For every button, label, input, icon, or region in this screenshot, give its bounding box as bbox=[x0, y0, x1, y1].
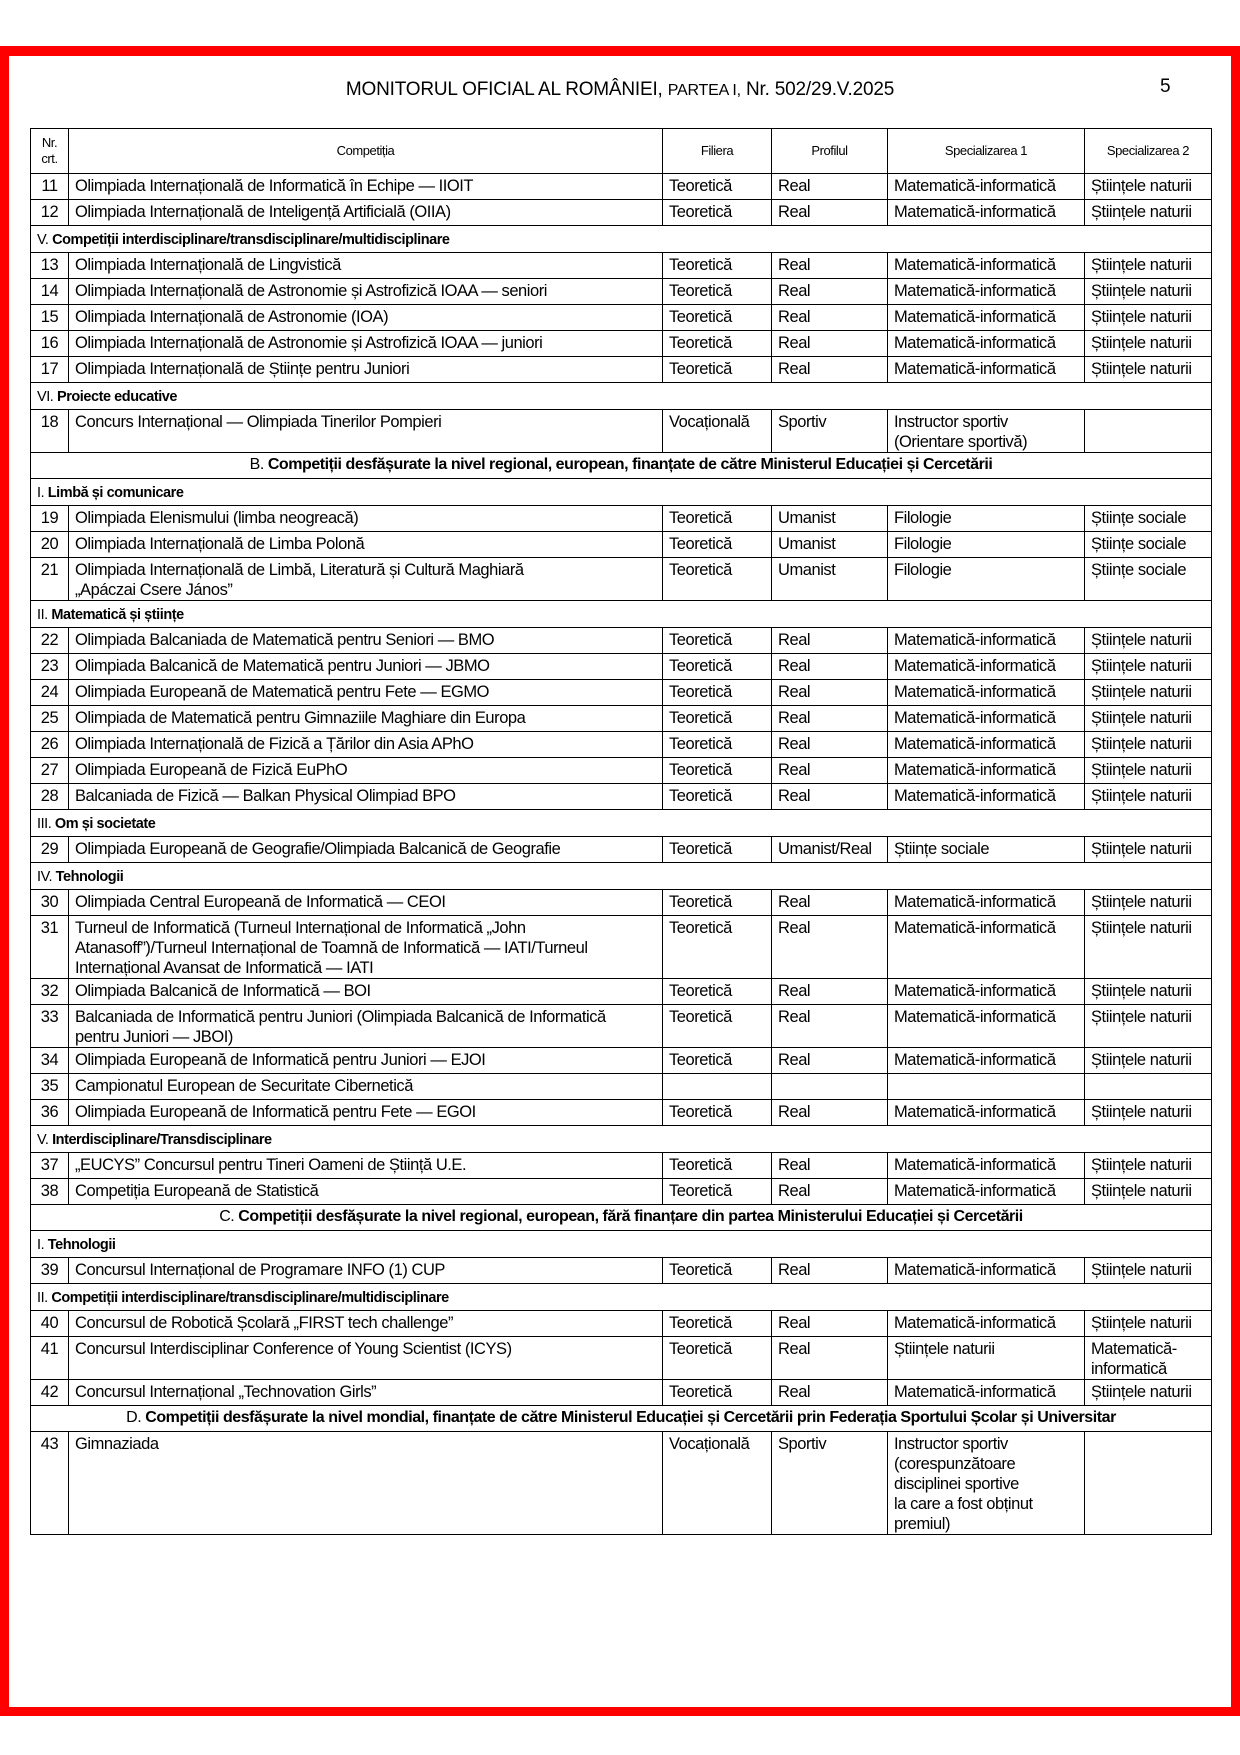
heading-cell bbox=[31, 1205, 1212, 1231]
table-row bbox=[31, 732, 1212, 758]
cell-nr: 33 bbox=[31, 1005, 69, 1048]
heading-prefix: III. bbox=[37, 816, 52, 832]
cell-filiera: Teoretică bbox=[663, 654, 772, 680]
cell-filiera: Teoretică bbox=[663, 532, 772, 558]
cell-nr: 42 bbox=[31, 1380, 69, 1406]
cell-specializare-1: Filologie bbox=[888, 532, 1085, 558]
cell-specializare-2: Științele naturii bbox=[1085, 357, 1212, 383]
cell-specializare-2: Științele naturii bbox=[1085, 732, 1212, 758]
cell-competition: Olimpiada Internațională de Astronomie (IOA) bbox=[69, 305, 663, 331]
cell-profil: Real bbox=[772, 305, 888, 331]
cell-competition: Olimpiada Europeană de Matematică pentru Fete — EGMO bbox=[69, 680, 663, 706]
header-number: Nr. 502/29.V.2025 bbox=[746, 79, 895, 100]
table-row bbox=[31, 654, 1212, 680]
table-row bbox=[31, 1432, 1212, 1535]
section-heading-row bbox=[31, 479, 1212, 506]
cell-competition: Olimpiada Europeană de Informatică pentru Fete — EGOI bbox=[69, 1100, 663, 1126]
cell-filiera: Teoretică bbox=[663, 680, 772, 706]
cell-specializare-1: Matematică-informatică bbox=[888, 253, 1085, 279]
cell-filiera bbox=[663, 1074, 772, 1100]
cell-specializare-1 bbox=[888, 1074, 1085, 1100]
cell-filiera: Teoretică bbox=[663, 784, 772, 810]
cell-competition: Olimpiada Internațională de Lingvistică bbox=[69, 253, 663, 279]
table-row bbox=[31, 331, 1212, 357]
heading-title: Competiții desfășurate la nivel mondial, finanțate de către Ministerul Educației și Cercetării prin Federația Sportului Școlar și Universitar bbox=[145, 1409, 1116, 1426]
heading-title: Competiții desfășurate la nivel regional, european, finanțate de către Ministerul Educației și Cercetării bbox=[267, 456, 993, 473]
cell-specializare-2: Științe sociale bbox=[1085, 506, 1212, 532]
cell-specializare-2: Științele naturii bbox=[1085, 331, 1212, 357]
cell-profil: Real bbox=[772, 758, 888, 784]
cell-competition: Balcaniada de Informatică pentru Juniori (Olimpiada Balcanică de Informatică pentru Juniori — JBOI) bbox=[69, 1005, 663, 1048]
cell-profil: Real bbox=[772, 916, 888, 979]
cell-filiera: Teoretică bbox=[663, 1153, 772, 1179]
cell-filiera: Teoretică bbox=[663, 331, 772, 357]
column-header-competition: Competiția bbox=[69, 129, 663, 174]
cell-profil: Real bbox=[772, 253, 888, 279]
cell-specializare-2: Științele naturii bbox=[1085, 837, 1212, 863]
cell-specializare-2: Științele naturii bbox=[1085, 890, 1212, 916]
heading-prefix: II. bbox=[37, 1290, 48, 1306]
cell-competition: Olimpiada Balcanică de Matematică pentru Juniori — JBMO bbox=[69, 654, 663, 680]
heading-prefix: IV. bbox=[37, 869, 53, 885]
column-header-nr: Nr. crt. bbox=[31, 129, 69, 174]
heading-cell bbox=[31, 1231, 1212, 1258]
cell-filiera: Teoretică bbox=[663, 628, 772, 654]
cell-filiera: Teoretică bbox=[663, 979, 772, 1005]
cell-competition: Competiția Europeană de Statistică bbox=[69, 1179, 663, 1205]
cell-profil: Real bbox=[772, 1258, 888, 1284]
cell-filiera: Teoretică bbox=[663, 253, 772, 279]
header-title: MONITORUL OFICIAL AL ROMÂNIEI, bbox=[345, 79, 663, 100]
cell-competition: Olimpiada Internațională de Informatică în Echipe — IIOIT bbox=[69, 174, 663, 200]
cell-filiera: Teoretică bbox=[663, 200, 772, 226]
cell-filiera: Teoretică bbox=[663, 1380, 772, 1406]
cell-nr: 17 bbox=[31, 357, 69, 383]
table-row bbox=[31, 506, 1212, 532]
cell-competition: Olimpiada Internațională de Astronomie și Astrofizică IOAA — juniori bbox=[69, 331, 663, 357]
table-row bbox=[31, 1074, 1212, 1100]
cell-profil: Real bbox=[772, 1311, 888, 1337]
table-row bbox=[31, 784, 1212, 810]
cell-nr: 30 bbox=[31, 890, 69, 916]
cell-nr: 12 bbox=[31, 200, 69, 226]
heading-title: Limbă și comunicare bbox=[47, 485, 184, 501]
cell-profil: Real bbox=[772, 979, 888, 1005]
cell-filiera: Teoretică bbox=[663, 916, 772, 979]
cell-specializare-2: Științele naturii bbox=[1085, 1048, 1212, 1074]
cell-specializare-1: Matematică-informatică bbox=[888, 305, 1085, 331]
cell-specializare-2: Științele naturii bbox=[1085, 1380, 1212, 1406]
heading-title: Matematică și științe bbox=[51, 607, 184, 623]
heading-title: Competiții interdisciplinare/transdisciplinare/multidisciplinare bbox=[52, 232, 450, 248]
cell-competition: Concurs Internațional — Olimpiada Tinerilor Pompieri bbox=[69, 410, 663, 453]
cell-nr: 39 bbox=[31, 1258, 69, 1284]
cell-filiera: Teoretică bbox=[663, 305, 772, 331]
heading-prefix: V. bbox=[37, 1132, 49, 1148]
table-row bbox=[31, 532, 1212, 558]
section-heading-row bbox=[31, 383, 1212, 410]
table-row bbox=[31, 1337, 1212, 1380]
cell-nr: 26 bbox=[31, 732, 69, 758]
table-row bbox=[31, 253, 1212, 279]
cell-nr: 28 bbox=[31, 784, 69, 810]
cell-profil: Real bbox=[772, 1337, 888, 1380]
cell-nr: 25 bbox=[31, 706, 69, 732]
table-row bbox=[31, 1258, 1212, 1284]
cell-specializare-1: Matematică-informatică bbox=[888, 174, 1085, 200]
table-row bbox=[31, 200, 1212, 226]
cell-specializare-1: Matematică-informatică bbox=[888, 628, 1085, 654]
table-row bbox=[31, 305, 1212, 331]
cell-specializare-2: Științele naturii bbox=[1085, 916, 1212, 979]
cell-profil: Real bbox=[772, 732, 888, 758]
heading-prefix: B. bbox=[249, 456, 264, 473]
cell-filiera: Teoretică bbox=[663, 1337, 772, 1380]
heading-cell bbox=[31, 479, 1212, 506]
cell-competition: Olimpiada Internațională de Astronomie și Astrofizică IOAA — seniori bbox=[69, 279, 663, 305]
heading-cell bbox=[31, 1126, 1212, 1153]
cell-competition: Olimpiada Balcaniada de Matematică pentru Seniori — BMO bbox=[69, 628, 663, 654]
section-heading-row bbox=[31, 863, 1212, 890]
cell-competition: Olimpiada Internațională de Limba Polonă bbox=[69, 532, 663, 558]
heading-title: Interdisciplinare/Transdisciplinare bbox=[52, 1132, 272, 1148]
cell-specializare-2: Științele naturii bbox=[1085, 305, 1212, 331]
cell-filiera: Teoretică bbox=[663, 357, 772, 383]
column-header-specializare-2: Specializarea 2 bbox=[1085, 129, 1212, 174]
cell-specializare-2 bbox=[1085, 1432, 1212, 1535]
cell-specializare-1: Filologie bbox=[888, 506, 1085, 532]
table-row bbox=[31, 706, 1212, 732]
cell-specializare-1: Matematică-informatică bbox=[888, 890, 1085, 916]
cell-profil: Real bbox=[772, 331, 888, 357]
cell-nr: 35 bbox=[31, 1074, 69, 1100]
cell-specializare-1: Instructor sportiv (Orientare sportivă) bbox=[888, 410, 1085, 453]
cell-specializare-2 bbox=[1085, 1074, 1212, 1100]
cell-specializare-2: Științele naturii bbox=[1085, 1311, 1212, 1337]
cell-filiera: Teoretică bbox=[663, 758, 772, 784]
cell-filiera: Teoretică bbox=[663, 1048, 772, 1074]
cell-competition: Olimpiada Internațională de Fizică a Țărilor din Asia APhO bbox=[69, 732, 663, 758]
cell-profil: Umanist/Real bbox=[772, 837, 888, 863]
heading-cell bbox=[31, 383, 1212, 410]
cell-competition: Concursul Internațional de Programare INFO (1) CUP bbox=[69, 1258, 663, 1284]
heading-title: Competiții desfășurate la nivel regional, european, fără finanțare din partea Ministerului Educației și Cercetării bbox=[238, 1208, 1023, 1225]
table-row bbox=[31, 1380, 1212, 1406]
cell-specializare-2: Științele naturii bbox=[1085, 253, 1212, 279]
cell-profil: Real bbox=[772, 890, 888, 916]
cell-specializare-1: Instructor sportiv (corespunzătoare disciplinei sportive la care a fost obținut premiul) bbox=[888, 1432, 1085, 1535]
cell-filiera: Teoretică bbox=[663, 1311, 772, 1337]
cell-nr: 18 bbox=[31, 410, 69, 453]
cell-specializare-1: Matematică-informatică bbox=[888, 758, 1085, 784]
section-heading-row bbox=[31, 1284, 1212, 1311]
cell-filiera: Teoretică bbox=[663, 706, 772, 732]
heading-prefix: V. bbox=[37, 232, 49, 248]
cell-nr: 38 bbox=[31, 1179, 69, 1205]
cell-nr: 34 bbox=[31, 1048, 69, 1074]
cell-filiera: Teoretică bbox=[663, 506, 772, 532]
cell-specializare-2: Științele naturii bbox=[1085, 174, 1212, 200]
cell-specializare-1: Matematică-informatică bbox=[888, 654, 1085, 680]
cell-specializare-2: Științele naturii bbox=[1085, 279, 1212, 305]
heading-cell bbox=[31, 863, 1212, 890]
heading-cell bbox=[31, 453, 1212, 479]
cell-nr: 41 bbox=[31, 1337, 69, 1380]
table-row bbox=[31, 558, 1212, 601]
cell-competition: Olimpiada Internațională de Inteligență Artificială (OIIA) bbox=[69, 200, 663, 226]
cell-profil: Umanist bbox=[772, 558, 888, 601]
cell-specializare-2: Științele naturii bbox=[1085, 1005, 1212, 1048]
cell-nr: 36 bbox=[31, 1100, 69, 1126]
cell-specializare-2: Științele naturii bbox=[1085, 628, 1212, 654]
cell-profil: Real bbox=[772, 1179, 888, 1205]
header-part: PARTEA I, bbox=[667, 82, 741, 99]
cell-specializare-1: Matematică-informatică bbox=[888, 1258, 1085, 1284]
heading-cell bbox=[31, 1284, 1212, 1311]
cell-nr: 40 bbox=[31, 1311, 69, 1337]
cell-nr: 24 bbox=[31, 680, 69, 706]
heading-prefix: D. bbox=[126, 1409, 142, 1426]
cell-competition: Olimpiada Europeană de Informatică pentru Juniori — EJOI bbox=[69, 1048, 663, 1074]
cell-specializare-2: Științele naturii bbox=[1085, 784, 1212, 810]
table-row bbox=[31, 837, 1212, 863]
section-heading-row bbox=[31, 601, 1212, 628]
heading-prefix: C. bbox=[219, 1208, 235, 1225]
cell-competition: Olimpiada de Matematică pentru Gimnaziile Maghiare din Europa bbox=[69, 706, 663, 732]
cell-profil: Sportiv bbox=[772, 410, 888, 453]
heading-cell bbox=[31, 226, 1212, 253]
cell-nr: 15 bbox=[31, 305, 69, 331]
cell-competition: Olimpiada Balcanică de Informatică — BOI bbox=[69, 979, 663, 1005]
cell-profil: Real bbox=[772, 680, 888, 706]
table-header-row bbox=[31, 129, 1212, 174]
cell-specializare-1: Matematică-informatică bbox=[888, 1311, 1085, 1337]
cell-specializare-2: Matematică- informatică bbox=[1085, 1337, 1212, 1380]
cell-filiera: Teoretică bbox=[663, 732, 772, 758]
cell-profil: Real bbox=[772, 654, 888, 680]
cell-nr: 29 bbox=[31, 837, 69, 863]
cell-nr: 37 bbox=[31, 1153, 69, 1179]
cell-profil: Real bbox=[772, 1005, 888, 1048]
cell-competition: Gimnaziada bbox=[69, 1432, 663, 1535]
heading-cell bbox=[31, 1406, 1212, 1432]
heading-title: Om și societate bbox=[54, 816, 156, 832]
cell-specializare-1: Matematică-informatică bbox=[888, 680, 1085, 706]
cell-filiera: Vocațională bbox=[663, 410, 772, 453]
cell-specializare-1: Matematică-informatică bbox=[888, 1048, 1085, 1074]
cell-competition: Olimpiada Central Europeană de Informatică — CEOI bbox=[69, 890, 663, 916]
cell-filiera: Teoretică bbox=[663, 1005, 772, 1048]
cell-specializare-2: Științele naturii bbox=[1085, 1258, 1212, 1284]
column-header-profil: Profilul bbox=[772, 129, 888, 174]
cell-specializare-1: Matematică-informatică bbox=[888, 784, 1085, 810]
cell-nr: 21 bbox=[31, 558, 69, 601]
table-row bbox=[31, 1179, 1212, 1205]
cell-specializare-1: Filologie bbox=[888, 558, 1085, 601]
cell-profil: Real bbox=[772, 279, 888, 305]
table-row bbox=[31, 758, 1212, 784]
cell-nr: 13 bbox=[31, 253, 69, 279]
cell-nr: 22 bbox=[31, 628, 69, 654]
cell-specializare-2: Științele naturii bbox=[1085, 680, 1212, 706]
cell-filiera: Teoretică bbox=[663, 837, 772, 863]
publication-header bbox=[0, 79, 1240, 101]
cell-profil: Real bbox=[772, 200, 888, 226]
cell-specializare-2: Științele naturii bbox=[1085, 758, 1212, 784]
table-row bbox=[31, 357, 1212, 383]
section-heading-row bbox=[31, 226, 1212, 253]
table-row bbox=[31, 174, 1212, 200]
heading-title: Tehnologii bbox=[55, 869, 124, 885]
cell-profil: Real bbox=[772, 357, 888, 383]
table-row bbox=[31, 1153, 1212, 1179]
cell-specializare-1: Matematică-informatică bbox=[888, 916, 1085, 979]
cell-profil: Umanist bbox=[772, 506, 888, 532]
group-heading-row bbox=[31, 1205, 1212, 1231]
competitions-table bbox=[30, 128, 1212, 1535]
cell-competition: Concursul de Robotică Școlară „FIRST tech challenge” bbox=[69, 1311, 663, 1337]
cell-specializare-2: Științele naturii bbox=[1085, 654, 1212, 680]
cell-profil bbox=[772, 1074, 888, 1100]
heading-cell bbox=[31, 810, 1212, 837]
cell-specializare-1: Matematică-informatică bbox=[888, 1179, 1085, 1205]
cell-nr: 19 bbox=[31, 506, 69, 532]
cell-filiera: Vocațională bbox=[663, 1432, 772, 1535]
cell-profil: Sportiv bbox=[772, 1432, 888, 1535]
cell-filiera: Teoretică bbox=[663, 174, 772, 200]
cell-filiera: Teoretică bbox=[663, 890, 772, 916]
cell-profil: Real bbox=[772, 1380, 888, 1406]
cell-competition: Olimpiada Europeană de Geografie/Olimpiada Balcanică de Geografie bbox=[69, 837, 663, 863]
page-number: 5 bbox=[1160, 76, 1171, 97]
heading-prefix: I. bbox=[37, 1237, 45, 1253]
cell-specializare-1: Științe sociale bbox=[888, 837, 1085, 863]
cell-specializare-2: Științele naturii bbox=[1085, 1153, 1212, 1179]
table-row bbox=[31, 680, 1212, 706]
heading-cell bbox=[31, 601, 1212, 628]
cell-specializare-1: Matematică-informatică bbox=[888, 1100, 1085, 1126]
cell-nr: 32 bbox=[31, 979, 69, 1005]
heading-title: Proiecte educative bbox=[56, 389, 178, 405]
cell-nr: 43 bbox=[31, 1432, 69, 1535]
cell-filiera: Teoretică bbox=[663, 1179, 772, 1205]
section-heading-row bbox=[31, 810, 1212, 837]
table-row bbox=[31, 1311, 1212, 1337]
cell-profil: Real bbox=[772, 1153, 888, 1179]
cell-profil: Real bbox=[772, 628, 888, 654]
cell-nr: 20 bbox=[31, 532, 69, 558]
cell-nr: 31 bbox=[31, 916, 69, 979]
heading-prefix: II. bbox=[37, 607, 48, 623]
cell-specializare-1: Științele naturii bbox=[888, 1337, 1085, 1380]
cell-specializare-1: Matematică-informatică bbox=[888, 1005, 1085, 1048]
table-row bbox=[31, 916, 1212, 979]
group-heading-row bbox=[31, 453, 1212, 479]
cell-competition: Olimpiada Elenismului (limba neogreacă) bbox=[69, 506, 663, 532]
cell-profil: Real bbox=[772, 784, 888, 810]
cell-nr: 14 bbox=[31, 279, 69, 305]
cell-specializare-2: Științele naturii bbox=[1085, 1100, 1212, 1126]
cell-profil: Real bbox=[772, 174, 888, 200]
table-row bbox=[31, 410, 1212, 453]
table-row bbox=[31, 979, 1212, 1005]
cell-specializare-1: Matematică-informatică bbox=[888, 732, 1085, 758]
cell-specializare-1: Matematică-informatică bbox=[888, 1380, 1085, 1406]
cell-specializare-2: Științele naturii bbox=[1085, 979, 1212, 1005]
cell-specializare-2: Științele naturii bbox=[1085, 706, 1212, 732]
cell-competition: Concursul Interdisciplinar Conference of Young Scientist (ICYS) bbox=[69, 1337, 663, 1380]
cell-profil: Umanist bbox=[772, 532, 888, 558]
cell-filiera: Teoretică bbox=[663, 279, 772, 305]
cell-nr: 27 bbox=[31, 758, 69, 784]
table-row bbox=[31, 1100, 1212, 1126]
heading-prefix: I. bbox=[37, 485, 45, 501]
cell-specializare-1: Matematică-informatică bbox=[888, 357, 1085, 383]
cell-specializare-1: Matematică-informatică bbox=[888, 331, 1085, 357]
cell-specializare-2: Științe sociale bbox=[1085, 532, 1212, 558]
cell-filiera: Teoretică bbox=[663, 558, 772, 601]
cell-competition: Olimpiada Internațională de Limbă, Literatură și Cultură Maghiară „Apáczai Csere János” bbox=[69, 558, 663, 601]
table-row bbox=[31, 890, 1212, 916]
cell-specializare-1: Matematică-informatică bbox=[888, 706, 1085, 732]
cell-profil: Real bbox=[772, 1100, 888, 1126]
cell-competition: Olimpiada Internațională de Științe pentru Juniori bbox=[69, 357, 663, 383]
table-row bbox=[31, 1048, 1212, 1074]
cell-specializare-2: Științele naturii bbox=[1085, 1179, 1212, 1205]
cell-profil: Real bbox=[772, 1048, 888, 1074]
cell-specializare-2: Științe sociale bbox=[1085, 558, 1212, 601]
cell-filiera: Teoretică bbox=[663, 1258, 772, 1284]
table-row bbox=[31, 628, 1212, 654]
group-heading-row bbox=[31, 1406, 1212, 1432]
cell-nr: 23 bbox=[31, 654, 69, 680]
cell-competition: Campionatul European de Securitate Cibernetică bbox=[69, 1074, 663, 1100]
cell-specializare-1: Matematică-informatică bbox=[888, 979, 1085, 1005]
cell-competition: „EUCYS” Concursul pentru Tineri Oameni de Știință U.E. bbox=[69, 1153, 663, 1179]
table-row bbox=[31, 1005, 1212, 1048]
cell-specializare-1: Matematică-informatică bbox=[888, 1153, 1085, 1179]
cell-filiera: Teoretică bbox=[663, 1100, 772, 1126]
cell-competition: Turneul de Informatică (Turneul Internațional de Informatică „John Atanasoff”)/Turneul Internațional de Toamnă de Informatică — IATI/Turneul Internațional Avansat de Informatică — IATI bbox=[69, 916, 663, 979]
heading-title: Competiții interdisciplinare/transdisciplinare/multidisciplinare bbox=[51, 1290, 449, 1306]
table-row bbox=[31, 279, 1212, 305]
column-header-specializare-1: Specializarea 1 bbox=[888, 129, 1085, 174]
cell-nr: 16 bbox=[31, 331, 69, 357]
cell-competition: Concursul Internațional „Technovation Girls” bbox=[69, 1380, 663, 1406]
cell-competition: Olimpiada Europeană de Fizică EuPhO bbox=[69, 758, 663, 784]
section-heading-row bbox=[31, 1126, 1212, 1153]
cell-nr: 11 bbox=[31, 174, 69, 200]
heading-prefix: VI. bbox=[37, 389, 54, 405]
cell-profil: Real bbox=[772, 706, 888, 732]
section-heading-row bbox=[31, 1231, 1212, 1258]
cell-specializare-1: Matematică-informatică bbox=[888, 279, 1085, 305]
cell-specializare-2 bbox=[1085, 410, 1212, 453]
heading-title: Tehnologii bbox=[47, 1237, 116, 1253]
cell-specializare-1: Matematică-informatică bbox=[888, 200, 1085, 226]
cell-specializare-2: Științele naturii bbox=[1085, 200, 1212, 226]
column-header-filiera: Filiera bbox=[663, 129, 772, 174]
cell-competition: Balcaniada de Fizică — Balkan Physical Olimpiad BPO bbox=[69, 784, 663, 810]
